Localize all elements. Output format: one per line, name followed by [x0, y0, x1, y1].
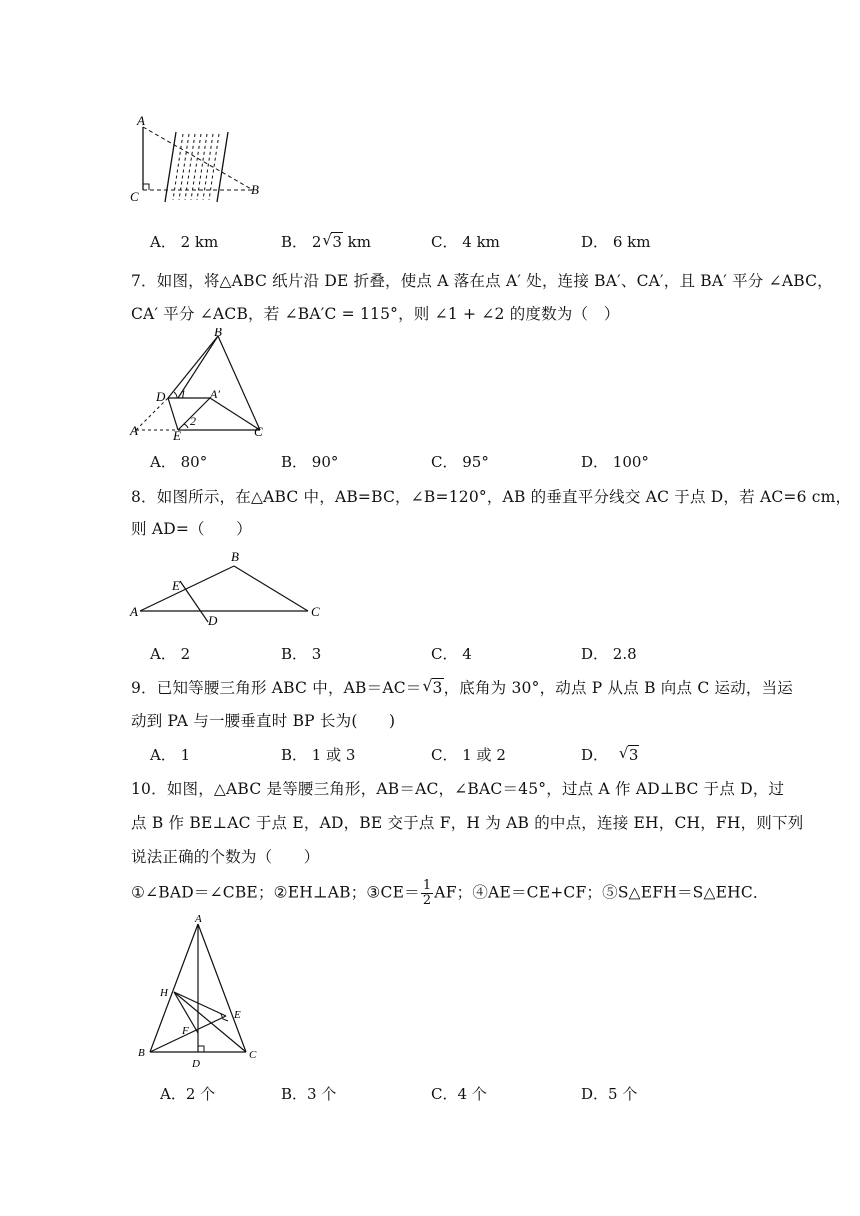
q7-label-1: 1: [180, 387, 186, 401]
q9-option-a[interactable]: A． 1: [150, 746, 191, 764]
q7-label-e: E: [173, 428, 181, 443]
q7-label-d: D: [156, 389, 166, 404]
q10-label-f: F: [182, 1025, 189, 1037]
q8-label-c: C: [311, 604, 320, 619]
q6-figure: [128, 112, 268, 207]
q7-label-2: 2: [190, 414, 196, 428]
q10-fraction-denominator: 2: [422, 893, 432, 908]
q8-label-b: B: [231, 549, 239, 564]
q7-option-c[interactable]: C． 95°: [431, 453, 489, 471]
q8-label-d: D: [208, 613, 218, 628]
q10-label-d: D: [192, 1058, 200, 1070]
q8-stem-line2: 则 AD=（ ）: [131, 520, 252, 538]
q6-option-b-letter: B．: [281, 233, 308, 251]
q10-option-a[interactable]: A．2 个: [160, 1085, 216, 1103]
q7-figure: [128, 328, 273, 443]
q8-label-e: E: [172, 578, 180, 593]
q10-stem-line3: 说法正确的个数为（ ）: [131, 848, 320, 866]
q6-option-b-unit: km: [342, 233, 371, 251]
q6-option-d[interactable]: [581, 231, 650, 252]
q7-stem-line2: CA′ 平分 ∠ACB，若 ∠BA′C = 115°，则 ∠1 + ∠2 的度数为（ ）: [131, 305, 620, 323]
q10-stem-line2: 点 B 作 BE⊥AC 于点 E，AD，BE 交于点 F，H 为 AB 的中点，连接 EH，CH，FH，则下列: [131, 814, 804, 832]
q10-statements-pre: ①∠BAD＝∠CBE；②EH⊥AB；③CE＝: [131, 883, 420, 902]
q7-label-b: B: [214, 328, 222, 339]
q9-option-d[interactable]: [581, 744, 639, 765]
q6-option-d-letter: D．: [581, 233, 609, 251]
q9-option-c[interactable]: C． 1 或 2: [431, 746, 506, 764]
q7-label-c: C: [254, 424, 263, 439]
q8-option-b[interactable]: B． 3: [281, 645, 322, 663]
q6-label-c: C: [130, 189, 139, 204]
q7-option-b[interactable]: B． 90°: [281, 453, 339, 471]
q9-option-d-letter: D．: [581, 746, 609, 764]
q9-stem-line1-pre: 9．已知等腰三角形 ABC 中，AB＝AC＝: [131, 679, 422, 697]
q6-option-d-text: 6 km: [612, 233, 651, 251]
q10-fraction-numerator: 1: [422, 878, 432, 893]
q7-label-a: A: [130, 423, 138, 438]
q8-option-a[interactable]: A． 2: [150, 645, 191, 663]
q6-option-b[interactable]: [281, 231, 371, 252]
q10-label-h: H: [160, 987, 168, 999]
q7-option-a[interactable]: A． 80°: [150, 453, 208, 471]
q10-label-a: A: [195, 913, 202, 925]
q6-option-a-letter: A．: [150, 233, 176, 251]
q10-label-b: B: [138, 1047, 145, 1059]
q6-option-b-radicand: 3: [332, 233, 342, 251]
q9-stem-line1: [131, 676, 793, 698]
q6-option-a[interactable]: [150, 231, 218, 252]
q9-option-b[interactable]: B． 1 或 3: [281, 746, 356, 764]
q7-stem-line1: 7．如图，将△ABC 纸片沿 DE 折叠，使点 A 落在点 A′ 处，连接 BA′、CA′，且 BA′ 平分 ∠ABC，: [131, 272, 833, 290]
q8-option-d[interactable]: D． 2.8: [581, 645, 637, 663]
q10-option-c[interactable]: C．4 个: [431, 1085, 487, 1103]
q10-figure: [128, 912, 268, 1072]
q6-option-a-text: 2 km: [180, 233, 219, 251]
q8-stem-line1: 8．如图所示，在△ABC 中，AB=BC，∠B=120°，AB 的垂直平分线交 AC 于点 D，若 AC=6 cm，: [131, 488, 852, 506]
q6-option-c-text: 4 km: [462, 233, 500, 251]
q8-label-a: A: [130, 604, 138, 619]
q10-statements-post: AF；④AE＝CE+CF；⑤S△EFH＝S△EHC．: [434, 883, 769, 902]
q7-label-a-prime: A′: [210, 387, 220, 401]
q10-option-d[interactable]: D．5 个: [581, 1085, 638, 1103]
q9-option-d-radicand: 3: [628, 746, 639, 764]
q9-stem-radicand: 3: [432, 679, 443, 697]
q6-option-c-letter: C．: [431, 233, 458, 251]
q6-option-c[interactable]: [431, 231, 500, 252]
q10-statements: [131, 879, 769, 908]
q6-label-b: B: [251, 182, 259, 197]
q8-figure: [128, 548, 328, 628]
q7-option-d[interactable]: D． 100°: [581, 453, 649, 471]
q10-label-c: C: [249, 1049, 257, 1061]
q6-option-b-coef: 2: [311, 233, 322, 251]
q9-stem-line2: 动到 PA 与一腰垂直时 BP 长为( ): [131, 712, 396, 730]
q10-fraction: [421, 879, 433, 908]
q6-label-a: A: [137, 113, 145, 128]
q10-label-e: E: [234, 1009, 241, 1021]
q8-option-c[interactable]: C． 4: [431, 645, 472, 663]
q10-option-b[interactable]: B．3 个: [281, 1085, 337, 1103]
q10-stem-line1: 10．如图，△ABC 是等腰三角形，AB＝AC，∠BAC＝45°，过点 A 作 AD⊥BC 于点 D，过: [131, 780, 785, 798]
q9-stem-line1-post: ，底角为 30°，动点 P 从点 B 向点 C 运动，当运: [443, 679, 794, 697]
